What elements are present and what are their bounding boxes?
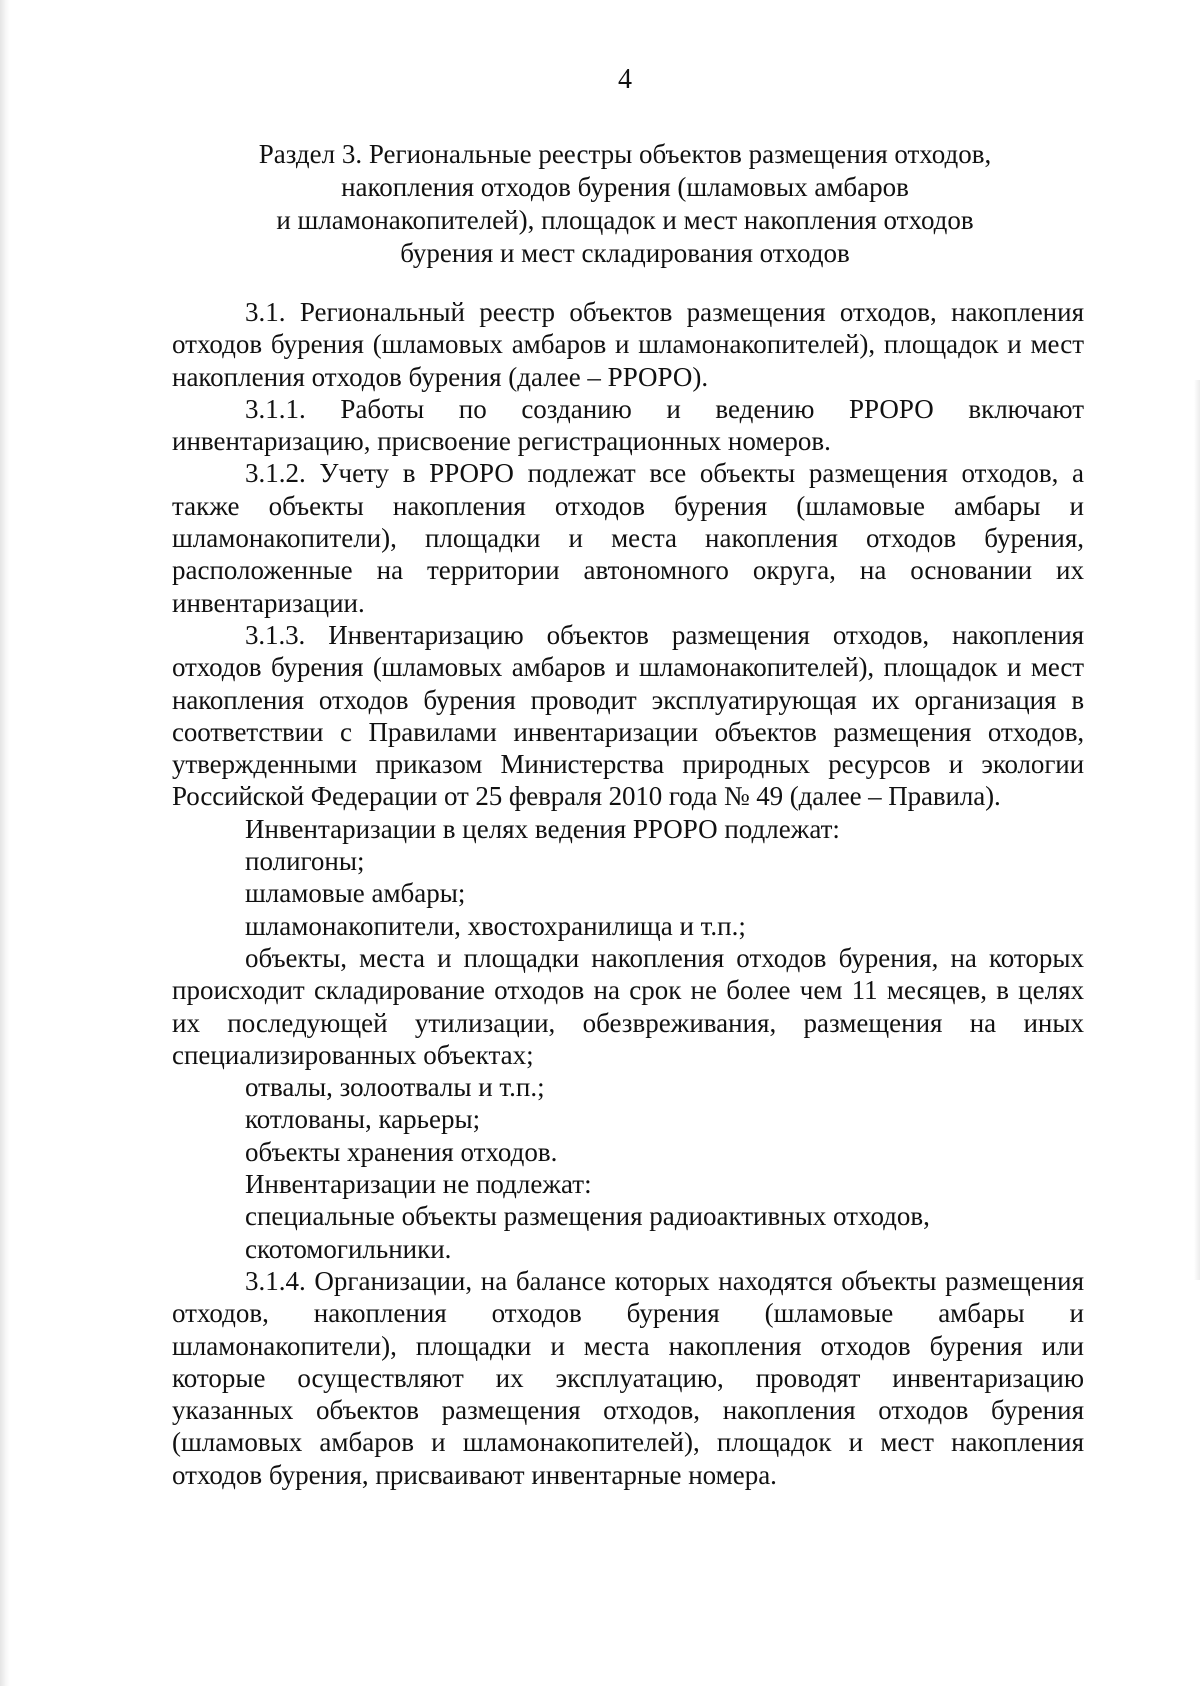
paragraph-3-1-1: 3.1.1. Работы по созданию и ведению РРОРО включают инвентаризацию, присвоение регистрационных номеров. (172, 393, 1084, 457)
list-item: шламонакопители, хвостохранилища и т.п.; (245, 910, 746, 941)
paragraph-3-1-2: 3.1.2. Учету в РРОРО подлежат все объекты размещения отходов, а также объекты накопления отходов бурения (шламовые амбары и шламонакопители), площадки и места накопления отходов бурения, расположенные на территории автономного округа, на основании их инвентаризации. (172, 458, 1084, 618)
document-body (172, 296, 1084, 1491)
list-item: специальные объекты размещения радиоактивных отходов, (245, 1201, 930, 1232)
section-heading-line: и шламонакопителей), площадок и мест накопления отходов (276, 205, 974, 235)
exempt-list-intro: Инвентаризации не подлежат: (245, 1169, 592, 1200)
section-heading (175, 138, 1075, 270)
page-number: 4 (618, 64, 632, 95)
list-item: скотомогильники. (245, 1233, 452, 1264)
list-item: полигоны; (245, 846, 365, 877)
subject-list-intro: Инвентаризации в целях ведения РРОРО подлежат: (245, 813, 840, 844)
paragraph-3-1-4: 3.1.4. Организации, на балансе которых находятся объекты размещения отходов, накопления отходов бурения (шламовые амбары и шламонакопители), площадки и места накопления отходов бурения или которые осуществляют их эксплуатацию, проводят инвентаризацию указанных объектов размещения отходов, накопления отходов бурения (шламовых амбаров и шламонакопителей), площадок и мест накопления отходов бурения, присваивают инвентарные номера. (172, 1265, 1084, 1490)
list-item-long: объекты, места и площадки накопления отходов бурения, на которых происходит складирование отходов на срок не более чем 11 месяцев, в целях их последующей утилизации, обезвреживания, размещения на иных специализированных объектах; (172, 942, 1084, 1070)
section-heading-line: Раздел 3. Региональные реестры объектов размещения отходов, (258, 139, 992, 169)
list-item: шламовые амбары; (245, 878, 466, 909)
list-item: котлованы, карьеры; (245, 1104, 481, 1135)
paragraph-3-1: 3.1. Региональный реестр объектов размещения отходов, накопления отходов бурения (шламовых амбаров и шламонакопителей), площадок и мест накопления отходов бурения (далее – РРОРО). (172, 297, 1084, 392)
section-heading-line: накопления отходов бурения (шламовых амбаров (341, 172, 909, 202)
section-heading-line: бурения и мест складирования отходов (400, 238, 850, 268)
list-item: отвалы, золоотвалы и т.п.; (245, 1072, 545, 1103)
paragraph-3-1-3: 3.1.3. Инвентаризацию объектов размещения отходов, накопления отходов бурения (шламовых амбаров и шламонакопителей), площадок и мест накопления отходов бурения проводит эксплуатирующая их организация в соответствии с Правилами инвентаризации объектов размещения отходов, утвержденными приказом Министерства природных ресурсов и экологии Российской Федерации от 25 февраля 2010 года № 49 (далее – Правила). (172, 619, 1084, 812)
scan-edge-left (0, 0, 10, 1686)
list-item: объекты хранения отходов. (245, 1136, 558, 1167)
scan-edge-right (1194, 380, 1200, 1280)
